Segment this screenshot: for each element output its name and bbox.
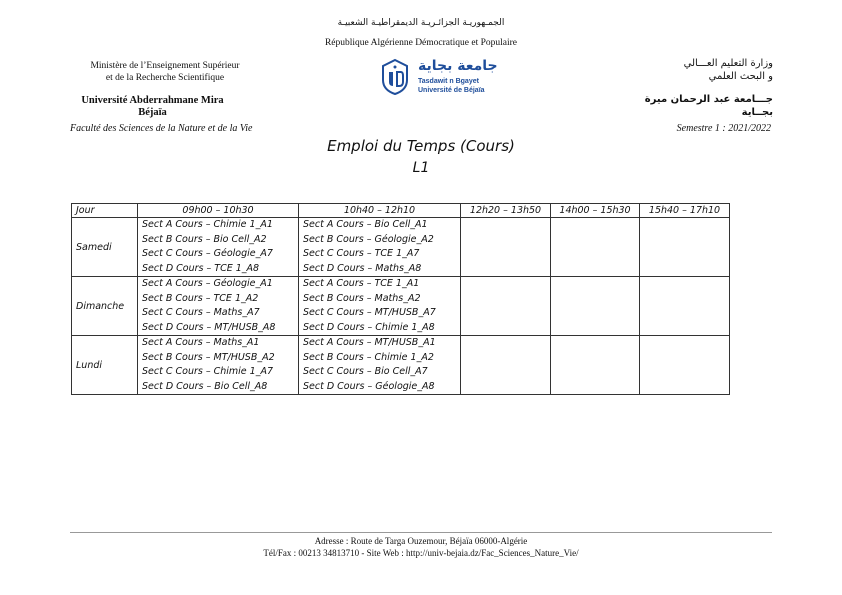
- slot-cell: [138, 218, 299, 277]
- slot-cell: [299, 336, 461, 395]
- university-french: [60, 95, 245, 119]
- course-entry: Sect C Cours – Maths_A7: [142, 307, 260, 318]
- table-row: [72, 277, 730, 336]
- table-row: [72, 336, 730, 395]
- course-entry: Sect D Cours – Chimie 1_A8: [303, 321, 435, 333]
- empty-slot-cell: [461, 218, 551, 277]
- ministry-french-line1: Ministère de l’Enseignement Supérieur: [90, 61, 240, 71]
- empty-slot-cell: [461, 277, 551, 336]
- university-name-arabic: جـــامعة عبد الرحمان ميرة: [644, 94, 773, 105]
- empty-slot-cell: [551, 336, 640, 395]
- course-entry: Sect A Cours – Bio Cell_A1: [303, 219, 428, 230]
- course-entry: Sect B Cours – Géologie_A2: [303, 233, 434, 245]
- course-entry: Sect B Cours – Bio Cell_A2: [142, 233, 267, 245]
- course-entry: Sect A Cours – Maths_A1: [142, 337, 260, 348]
- course-entry: Sect B Cours – MT/HUSB_A2: [142, 351, 275, 363]
- day-cell: Samedi: [72, 218, 138, 277]
- footer-divider: [70, 532, 772, 533]
- city-arabic: بجــاية: [741, 107, 773, 118]
- course-entry: Sect A Cours – Géologie_A1: [142, 278, 273, 289]
- course-entry: Sect C Cours – Géologie_A7: [142, 248, 273, 259]
- ministry-french: [60, 60, 270, 84]
- course-entry: Sect C Cours – Chimie 1_A7: [142, 366, 273, 377]
- header-jour: Jour: [72, 204, 138, 218]
- republic-arabic: الجمـهوريـة الجزائـريـة الديمقراطيـة الشعبيـة: [337, 18, 505, 28]
- header-slot-1: 09h00 – 10h30: [138, 204, 299, 218]
- city-french: Béjaïa: [138, 107, 167, 118]
- course-entry: Sect B Cours – Chimie 1_A2: [303, 351, 434, 363]
- faculty-name: Faculté des Sciences de la Nature et de la Vie: [70, 123, 253, 134]
- header-slot-2: 10h40 – 12h10: [299, 204, 461, 218]
- semester: Semestre 1 : 2021/2022: [676, 123, 771, 134]
- header-slot-5: 15h40 – 17h10: [640, 204, 730, 218]
- day-cell: Lundi: [72, 336, 138, 395]
- header-row: [72, 204, 730, 218]
- course-entry: Sect A Cours – Chimie 1_A1: [142, 219, 273, 230]
- table-row: [72, 218, 730, 277]
- empty-slot-cell: [640, 218, 730, 277]
- document-title: Emploi du Temps (Cours): [327, 137, 515, 155]
- empty-slot-cell: [640, 336, 730, 395]
- course-entry: Sect A Cours – MT/HUSB_A1: [303, 337, 436, 348]
- empty-slot-cell: [461, 336, 551, 395]
- slot-cell: [138, 277, 299, 336]
- schedule-table: [71, 203, 730, 395]
- ministry-arabic-line1: وزارة التعليم العـــالي: [683, 58, 773, 69]
- day-cell: Dimanche: [72, 277, 138, 336]
- course-entry: Sect D Cours – Bio Cell_A8: [142, 380, 268, 392]
- course-entry: Sect C Cours – Bio Cell_A7: [303, 366, 428, 377]
- slot-cell: [299, 218, 461, 277]
- course-entry: Sect D Cours – TCE 1_A8: [142, 262, 260, 274]
- document-subtitle: L1: [412, 160, 430, 176]
- empty-slot-cell: [551, 277, 640, 336]
- empty-slot-cell: [640, 277, 730, 336]
- university-logo: [380, 58, 530, 100]
- course-entry: Sect B Cours – Maths_A2: [303, 292, 421, 304]
- course-entry: Sect A Cours – TCE 1_A1: [303, 278, 420, 289]
- footer-address: Adresse : Route de Targa Ouzemour, Béjaïa 06000-Algérie: [314, 536, 528, 546]
- slot-cell: [138, 336, 299, 395]
- course-entry: Sect B Cours – TCE 1_A2: [142, 292, 259, 304]
- empty-slot-cell: [551, 218, 640, 277]
- ministry-arabic: [640, 57, 773, 83]
- university-arabic: [630, 93, 773, 119]
- logo-line1: Tasdawit n Bgayet: [418, 78, 479, 85]
- header-slot-3: 12h20 – 13h50: [461, 204, 551, 218]
- logo-arabic-text: جامعة بجاية: [418, 58, 498, 74]
- header-slot-4: 14h00 – 15h30: [551, 204, 640, 218]
- course-entry: Sect D Cours – MT/HUSB_A8: [142, 321, 276, 333]
- ministry-french-line2: et de la Recherche Scientifique: [105, 73, 225, 83]
- course-entry: Sect C Cours – TCE 1_A7: [303, 248, 420, 259]
- footer-contact: Tél/Fax : 00213 34813710 - Site Web : http://univ-bejaia.dz/Fac_Sciences_Nature_Vie/: [263, 548, 579, 558]
- ministry-arabic-line2: و البحث العلمي: [708, 71, 773, 82]
- university-emblem-icon: [380, 58, 410, 96]
- course-entry: Sect D Cours – Maths_A8: [303, 262, 422, 274]
- republic-french: République Algérienne Démocratique et Populaire: [324, 38, 518, 48]
- university-name-french: Université Abderrahmane Mira: [81, 95, 224, 106]
- slot-cell: [299, 277, 461, 336]
- logo-line2: Université de Béjaïa: [418, 87, 485, 94]
- course-entry: Sect D Cours – Géologie_A8: [303, 380, 435, 392]
- course-entry: Sect C Cours – MT/HUSB_A7: [303, 307, 436, 318]
